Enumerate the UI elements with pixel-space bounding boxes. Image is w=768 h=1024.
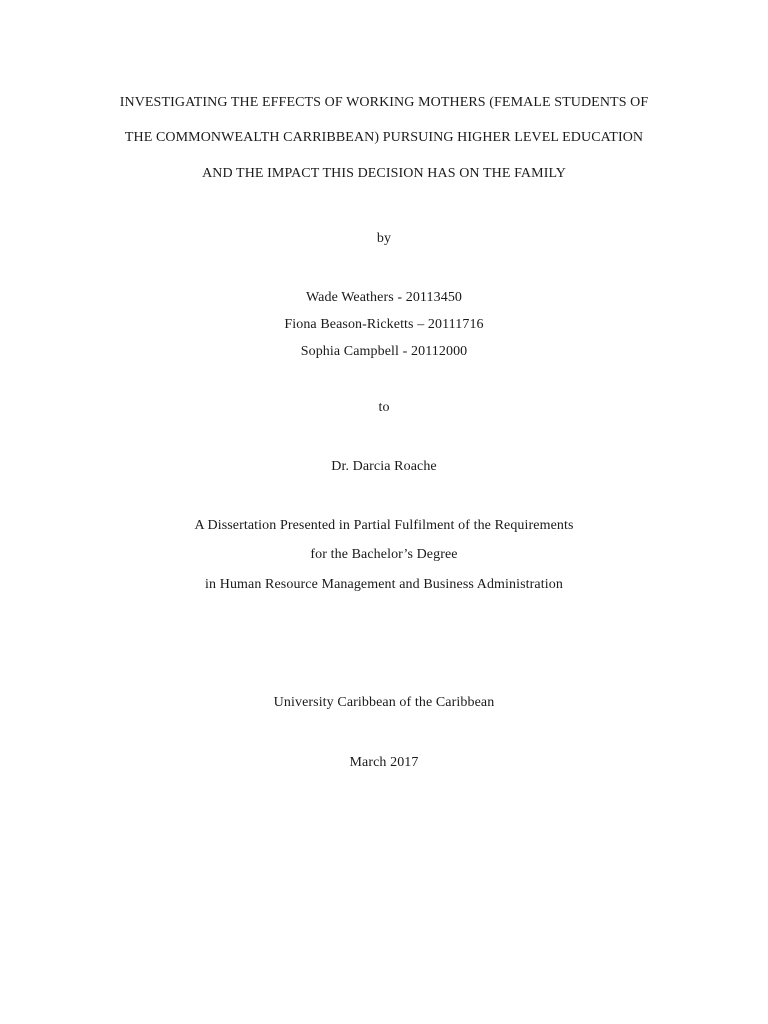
institution-name: University Caribbean of the Caribbean <box>273 695 495 710</box>
author-3: Sophia Campbell - 20112000 <box>300 344 468 359</box>
purpose-line-3: in Human Resource Management and Business Administration <box>205 577 563 592</box>
author-2: Fiona Beason-Ricketts – 20111716 <box>284 317 484 332</box>
by-label: by <box>376 231 392 246</box>
supervisor-name: Dr. Darcia Roache <box>331 459 437 474</box>
purpose-line-1: A Dissertation Presented in Partial Fulfilment of the Requirements <box>194 518 574 533</box>
to-label: to <box>378 400 390 415</box>
author-1: Wade Weathers - 20113450 <box>305 290 463 305</box>
title-line-3: AND THE IMPACT THIS DECISION HAS ON THE FAMILY <box>202 166 566 181</box>
title-line-2: THE COMMONWEALTH CARRIBBEAN) PURSUING HIGHER LEVEL EDUCATION <box>124 130 644 145</box>
title-line-1: INVESTIGATING THE EFFECTS OF WORKING MOTHERS (FEMALE STUDENTS OF <box>119 95 649 110</box>
submission-date: March 2017 <box>349 755 419 770</box>
purpose-line-2: for the Bachelor’s Degree <box>310 547 458 562</box>
